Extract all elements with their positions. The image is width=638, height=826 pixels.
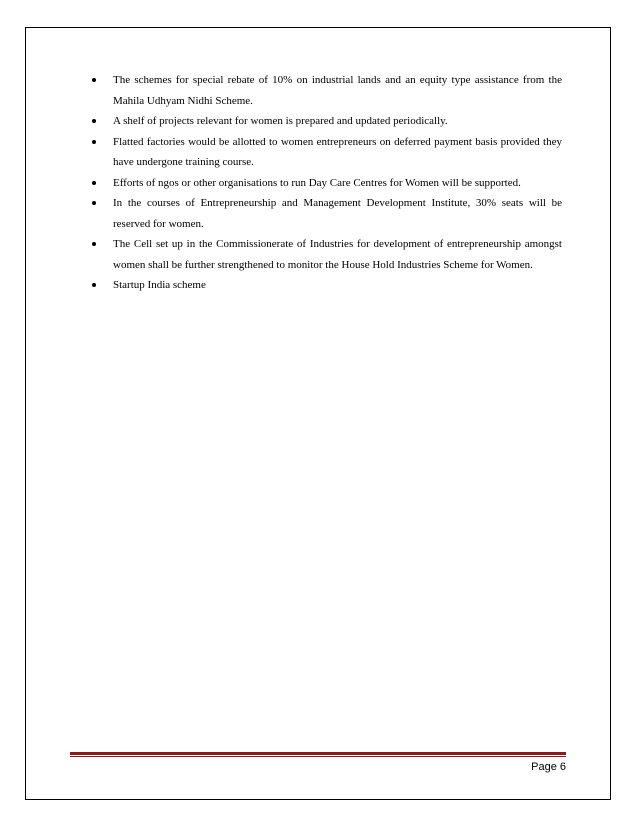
bullet-text: A shelf of projects relevant for women is prepared and updated periodically. (113, 115, 448, 127)
footer-rule (70, 752, 566, 755)
list-item (92, 234, 562, 275)
bullet-text: Flatted factories would be allotted to women entrepreneurs on deferred payment basis provided they have undergone training course. (113, 135, 562, 168)
bullet-icon (92, 140, 96, 144)
bullet-icon (92, 181, 96, 185)
list-item (92, 193, 562, 234)
footer-rule-thin (70, 756, 566, 757)
page-number: Page 6 (531, 761, 566, 773)
bullet-icon (92, 201, 96, 205)
bullet-text: The schemes for special rebate of 10% on industrial lands and an equity type assistance from the Mahila Udhyam Nidhi Scheme. (113, 74, 562, 107)
bullet-list (92, 70, 562, 296)
bullet-icon (92, 283, 96, 287)
list-item (92, 111, 562, 132)
list-item (92, 275, 562, 296)
bullet-text: In the courses of Entrepreneurship and Management Development Institute, 30% seats will be reserved for women. (113, 197, 562, 230)
bullet-text: The Cell set up in the Commissionerate of Industries for development of entrepreneurship amongst women shall be further strengthened to monitor the House Hold Industries Scheme for Women. (113, 238, 562, 271)
list-item (92, 132, 562, 173)
bullet-text: Startup India scheme (113, 279, 206, 291)
list-item (92, 173, 562, 194)
bullet-icon (92, 242, 96, 246)
bullet-icon (92, 119, 96, 123)
bullet-text: Efforts of ngos or other organisations to run Day Care Centres for Women will be supported. (113, 176, 521, 189)
bullet-icon (92, 78, 96, 82)
list-item (92, 70, 562, 111)
